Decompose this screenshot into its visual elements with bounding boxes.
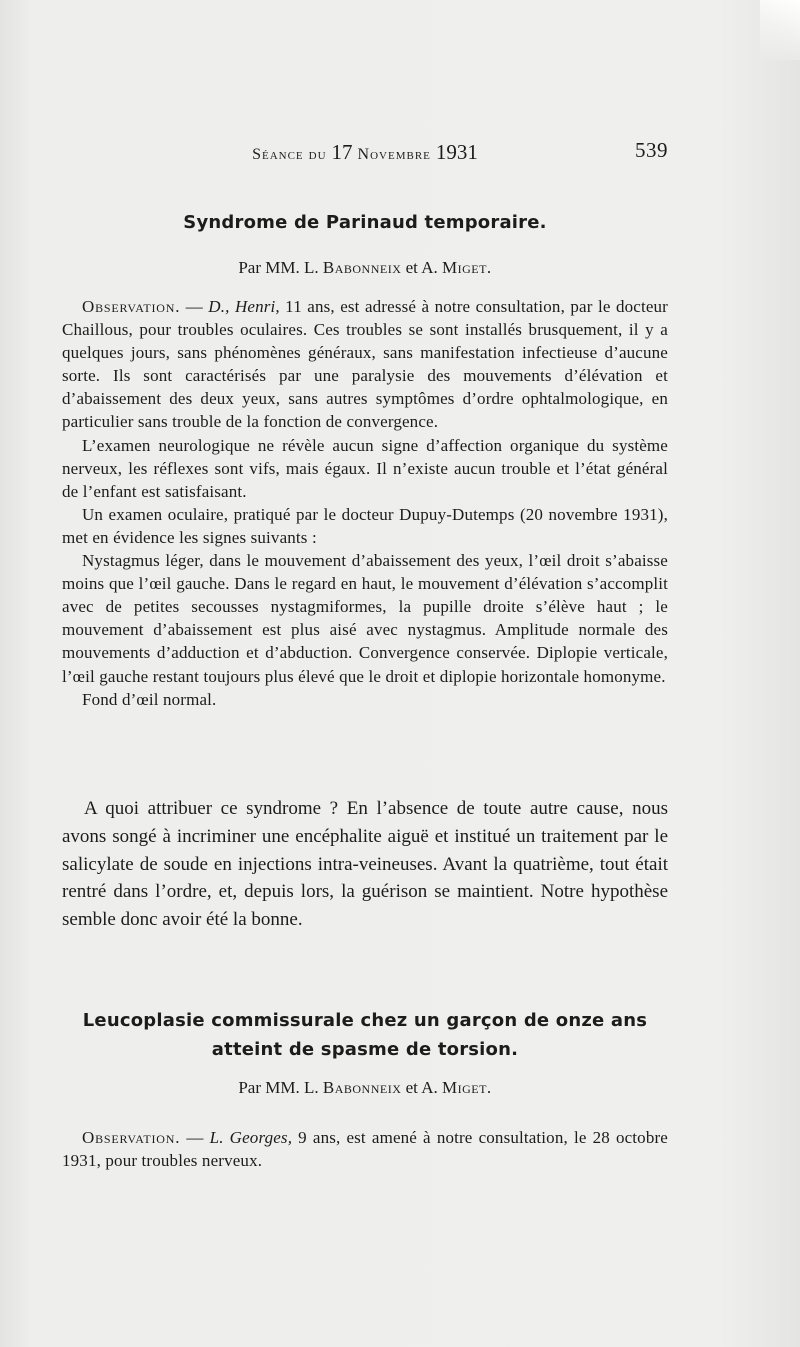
article1-paragraph-3: Un examen oculaire, pratiqué par le docteur Dupuy-Dutemps (20 novembre 1931), met en évidence les signes suivants : <box>62 504 668 547</box>
article1-observation <box>62 295 668 711</box>
article2-title-line-1: Leucoplasie commissurale chez un garçon de onze ans <box>82 1010 648 1031</box>
article2-paragraph-1 <box>62 1126 668 1172</box>
header-session: Séance du <box>252 146 327 163</box>
article2-observation-label: Observation. <box>82 1128 181 1147</box>
article2-patient-name: L. Georges, <box>209 1128 293 1147</box>
article2-author-miget: Miget. <box>441 1078 492 1097</box>
article1-paragraph-4: Nystagmus léger, dans le mouvement d’abaissement des yeux, l’œil droit s’abaisse moins que l’œil gauche. Dans le regard en haut, le mouvement d’élévation s’accomplit avec de petites secousses nystagmiformes, la pupille droite s’élève haut ; le mouvement d’abaissement est plus aisé avec nystagmus. Amplitude normale des mouvements d’adduction et d’abduction. Convergence conservée. Diplopie verticale, l’œil gauche restant toujours plus élevé que le droit et diplopie horizontale homonyme. <box>62 551 668 686</box>
article1-observation-label: Observation. <box>82 297 181 316</box>
article2-title-line-2: atteint de spasme de torsion. <box>211 1039 519 1060</box>
article2-observation <box>62 1126 668 1172</box>
article1-authors <box>62 258 668 278</box>
page-corner-shadow <box>760 0 800 60</box>
header-day: 17 <box>331 140 353 164</box>
article1-discussion <box>62 795 668 934</box>
article2-authors-prefix: Par MM. L. <box>238 1078 319 1097</box>
article1-author-miget: Miget. <box>441 258 492 277</box>
article2-paragraph-1-text: 9 ans, est amené à notre consultation, le 28 octobre 1931, pour troubles nerveux. <box>62 1128 668 1171</box>
article2-observation-dash: — <box>180 1128 210 1147</box>
article1-paragraph-1-text: 11 ans, est adressé à notre consultation, par le docteur Chaillous, pour troubles oculaires. Ces troubles se sont installés brusquement, il y a quelques jours, sans phénomènes généraux, sans manifestation infectieuse d’aucune sorte. Ils sont caractérisés par une paralysie des mouvements d’élévation et d’abaissement des deux yeux, sans autres symptômes d’ordre ophtalmologique, en particulier sans trouble de la fonction de convergence. <box>62 297 668 432</box>
header-year: 1931 <box>435 140 478 164</box>
article1-authors-mid: et A. <box>405 258 438 277</box>
article2-authors-mid: et A. <box>405 1078 438 1097</box>
article1-paragraph-1 <box>62 295 668 434</box>
article1-patient-name: D., Henri, <box>208 297 280 316</box>
article1-title: Syndrome de Parinaud temporaire. <box>183 212 547 233</box>
article2-author-babonneix: Babonneix <box>322 1078 402 1097</box>
article2-authors <box>62 1078 668 1098</box>
article1-discussion-text: A quoi attribuer ce syndrome ? En l’absence de toute autre cause, nous avons songé à incriminer une encéphalite aiguë et institué un traitement par le salicylate de soude en injections intra-veineuses. Avant la quatrième, tout était rentré dans l’ordre, et, depuis lors, la guérison se maintient. Notre hypothèse semble donc avoir été la bonne. <box>62 798 668 931</box>
article1-paragraph-2: L’examen neurologique ne révèle aucun signe d’affection organique du système nerveux, les réflexes sont vifs, mais égaux. Il n’existe aucun trouble et l’état général de l’enfant est satisfaisant. <box>62 435 668 501</box>
header-month: Novembre <box>357 146 431 163</box>
article1-author-babonneix: Babonneix <box>322 258 402 277</box>
article1-observation-dash: — <box>180 297 209 316</box>
running-title <box>62 140 668 165</box>
article1-paragraph-5: Fond d’œil normal. <box>82 689 217 709</box>
article1-authors-prefix: Par MM. L. <box>238 258 319 277</box>
page-number: 539 <box>635 138 668 162</box>
